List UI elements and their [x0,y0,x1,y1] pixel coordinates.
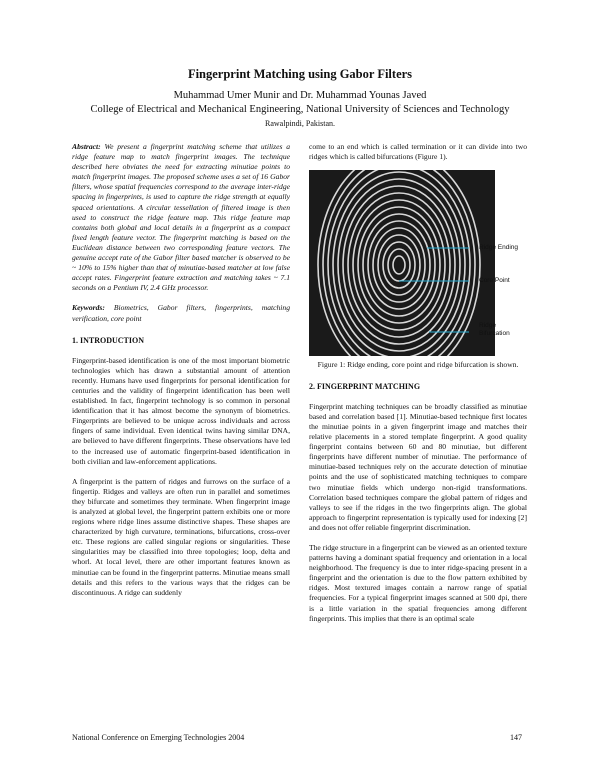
fingerprint-image [309,170,495,356]
footer-conference: National Conference on Emerging Technologies 2004 [72,733,245,742]
right-column [309,142,527,634]
intro-continuation: come to an end which is called termination or it can divide into two ridges which is called bifurcations (Figure 1). [309,142,527,162]
matching-paragraph-2: The ridge structure in a fingerprint can be viewed as an oriented texture patterns having a dominant spatial frequency and orientation in a local neighborhood. The frequency is due to inter ridge-spacing present in a fingerprint and the orientation is due to the flow pattern exhibited by ridges. Most textured images contain a narrow range of spatial frequencies. For a typical fingerprint images scanned at 500 dpi, there is a little variation in the spatial frequencies among different fingerprints. This implies that there is an optimal scale [309,543,527,623]
abstract [72,142,290,293]
left-column [72,142,290,608]
label-ridge: Ridge [479,322,496,330]
section-heading-fingerprint-matching: 2. FINGERPRINT MATCHING [309,381,421,391]
section-heading-introduction: 1. INTRODUCTION [72,335,145,345]
keywords-label: Keywords: [72,303,105,313]
footer-page-number: 147 [510,733,522,742]
label-core-point: Core Point [479,277,510,285]
abstract-label: Abstract: [72,142,101,151]
paper-authors: Muhammad Umer Munir and Dr. Muhammad Younas Javed [173,90,427,101]
label-ridge-ending: Ridge Ending [479,244,519,252]
abstract-text: We present a fingerprint matching scheme that utilizes a ridge feature map to match fingerprint images. The technique described here obviates the need for extracting minutiae points to match fingerprint images. The proposed scheme uses a set of 16 Gabor filters, whose spatial frequencies correspond to the average inter-ridge spacing in fingerprints, is used to capture the ridge strength at equally spaced orientations. A circular tessellation of filtered image is then used to construct the ridge feature map. This ridge feature map contains both global and local details in a fingerprint as a compact fixed length feature vector. The fingerprint matching is based on the Euclidean distance between two corresponding feature vectors. The genuine accept rate of the Gabor filter based matcher is observed to be ~ 10% to 15% higher than that of minutiae-based matcher at low false accept rates. Fingerprint feature extraction and matching takes ~ 7.1 seconds on a Pentium IV, 2.4 GHz processor. [72,142,291,293]
paper-city: Rawalpindi, Pakistan. [265,119,335,128]
keywords [72,303,290,323]
fingerprint-icon [309,170,495,356]
paper-title: Fingerprint Matching using Gabor Filters [187,67,413,81]
figure-caption: Figure 1: Ridge ending, core point and ridge bifurcation is shown. [317,360,519,370]
label-bifurcation: Bifurcation [479,330,510,338]
matching-paragraph-1: Fingerprint matching techniques can be broadly classified as minutiae based and correlation based [1]. Minutiae-based technique first locates the minutiae points in a given fingerprint image and matches their relative placements in a stored template fingerprint. A good quality fingerprint contains between 60 and 80 minutiae, but different fingerprints have different number of minutiae. The performance of minutiae-based techniques rely on the accurate detection of minutiae points and the use of sophisticated matching techniques to compare two minutiae fields which undergo non-rigid transformations. Correlation based techniques compare the global pattern of ridges and valleys to see if the ridges in the two fingerprints align. The global approach to fingerprint representation is typically used for indexing [2] and does not offer reliable fingerprint discrimination. [309,401,527,532]
keywords-text: Biometrics, Gabor filters, fingerprints, matching verification, core point [72,303,290,323]
paper-affiliation: College of Electrical and Mechanical Engineering, National University of Sciences and Technology [90,104,510,115]
figure-1 [309,170,527,356]
intro-paragraph-1: Fingerprint-based identification is one of the most important biometric technologies which has drawn a substantial amount of attention recently. Humans have used fingerprints for personal identification for centuries and the validity of fingerprint identification has been well established. In fact, fingerprint technology is so common in personal identification that it has almost become the synonym of biometrics. Fingerprints are believed to be unique across individuals and across fingers of same individual. Even identical twins having similar DNA, are believed to have different fingerprints. These observations have led to the increased use of automatic fingerprint-based identification in both civilian and law-enforcement applications. [72,355,290,466]
intro-paragraph-2: A fingerprint is the pattern of ridges and furrows on the surface of a fingertip. Ridges and valleys are often run in parallel and sometimes they bifurcate and sometimes they terminate. When fingerprint image is analyzed at global level, the fingerprint pattern exhibits one or more regions where ridge lines assume distinctive shapes. These shapes are characterized by high curvature, terminations, bifurcations, cross-over etc. These regions are called singular regions or singularities. These singularities may be classified into three topologies; loop, delta and whorl. At local level, there are other important features known as minutiae can be found in the fingerprint patterns. Minutiae means small details and this refers to the various ways that the ridges can be discontinuous. A ridge can suddenly [72,476,290,597]
